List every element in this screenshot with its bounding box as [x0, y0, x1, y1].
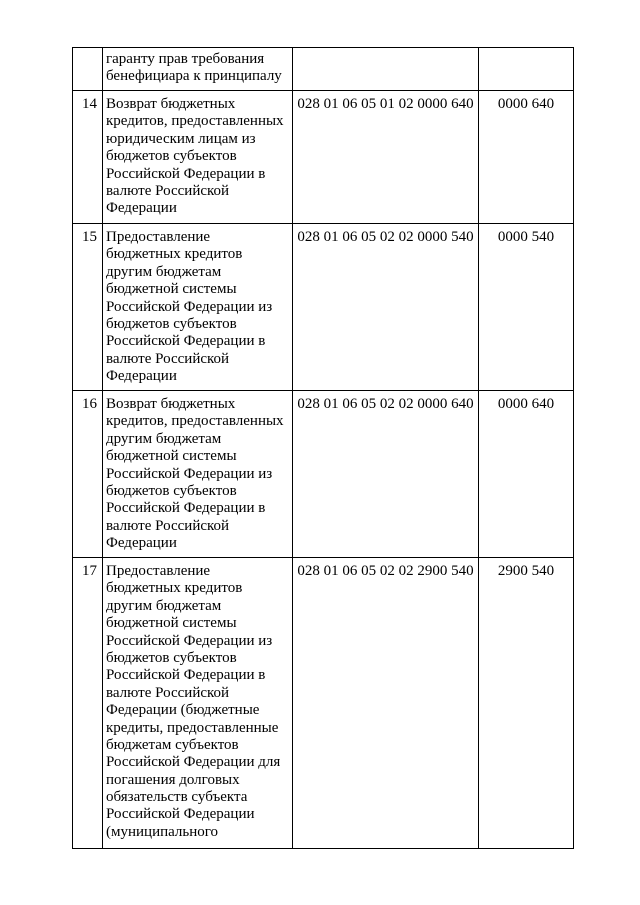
table-row	[73, 224, 574, 391]
row-description	[103, 224, 293, 391]
description-line: Возврат бюджетных	[106, 396, 236, 412]
budget-sources-table	[72, 47, 574, 849]
description-line: юридическим лицам из	[106, 130, 256, 147]
description-line: Предоставление	[106, 229, 211, 245]
description-line: кредитов, предоставленных	[106, 113, 284, 130]
description-line: бюджетной системы	[106, 281, 237, 298]
description-line: другим бюджетам	[106, 430, 222, 447]
description-line: другим бюджетам	[106, 597, 222, 614]
short-code: 2900 540	[479, 558, 574, 849]
row-description	[103, 558, 293, 849]
table-row	[73, 391, 574, 558]
description-line: бюджетных кредитов	[106, 246, 243, 263]
description-line: другим бюджетам	[106, 263, 222, 280]
description-line: бюджетов субъектов	[106, 482, 237, 499]
row-number: 16	[73, 391, 103, 558]
description-line: бенефициара к принципалу	[106, 68, 282, 85]
description-line: кредиты, предоставленные	[106, 719, 279, 736]
description-line: кредитов, предоставленных	[106, 413, 284, 430]
description-line: Российской Федерации из	[106, 632, 273, 649]
description-line: валюте Российской	[106, 182, 230, 199]
short-code: 0000 540	[479, 224, 574, 391]
budget-code: 028 01 06 05 02 02 0000 640	[293, 391, 479, 558]
row-description	[103, 91, 293, 224]
description-line: бюджетных кредитов	[106, 580, 243, 597]
description-line: бюджетам субъектов	[106, 736, 239, 753]
description-line: Российской Федерации в	[106, 500, 266, 517]
row-number: 14	[73, 91, 103, 224]
description-line: Российской Федерации для	[106, 754, 281, 771]
row-number: 15	[73, 224, 103, 391]
budget-code: 028 01 06 05 02 02 2900 540	[293, 558, 479, 849]
description-line: бюджетов субъектов	[106, 315, 237, 332]
short-code: 0000 640	[479, 91, 574, 224]
description-line: валюте Российской	[106, 684, 230, 701]
short-code: 0000 640	[479, 391, 574, 558]
description-line: валюте Российской	[106, 350, 230, 367]
description-line: Российской Федерации из	[106, 465, 273, 482]
description-line: гаранту прав требования	[106, 51, 265, 67]
table-row	[73, 48, 574, 91]
description-line: Возврат бюджетных	[106, 96, 236, 112]
description-line: (муниципального	[106, 823, 219, 840]
budget-code: 028 01 06 05 02 02 0000 540	[293, 224, 479, 391]
table-row	[73, 558, 574, 849]
row-description	[103, 48, 293, 91]
description-line: бюджетной системы	[106, 448, 237, 465]
description-line: Федерации	[106, 200, 177, 217]
description-line: погашения долговых	[106, 771, 240, 788]
row-description	[103, 391, 293, 558]
budget-code: 028 01 06 05 01 02 0000 640	[293, 91, 479, 224]
description-line: Российской Федерации	[106, 806, 255, 823]
description-line: Российской Федерации в	[106, 333, 266, 350]
description-line: Федерации	[106, 535, 177, 552]
row-number	[73, 48, 103, 91]
description-line: Российской Федерации в	[106, 165, 266, 182]
description-line: Российской Федерации из	[106, 298, 273, 315]
description-line: Федерации	[106, 368, 177, 385]
description-line: Предоставление	[106, 563, 211, 579]
short-code	[479, 48, 574, 91]
description-line: бюджетной системы	[106, 615, 237, 632]
description-line: бюджетов субъектов	[106, 649, 237, 666]
table-row	[73, 91, 574, 224]
description-line: Федерации (бюджетные	[106, 702, 260, 719]
description-line: бюджетов субъектов	[106, 148, 237, 165]
row-number: 17	[73, 558, 103, 849]
budget-code	[293, 48, 479, 91]
description-line: обязательств субъекта	[106, 789, 248, 806]
description-line: валюте Российской	[106, 517, 230, 534]
description-line: Российской Федерации в	[106, 667, 266, 684]
